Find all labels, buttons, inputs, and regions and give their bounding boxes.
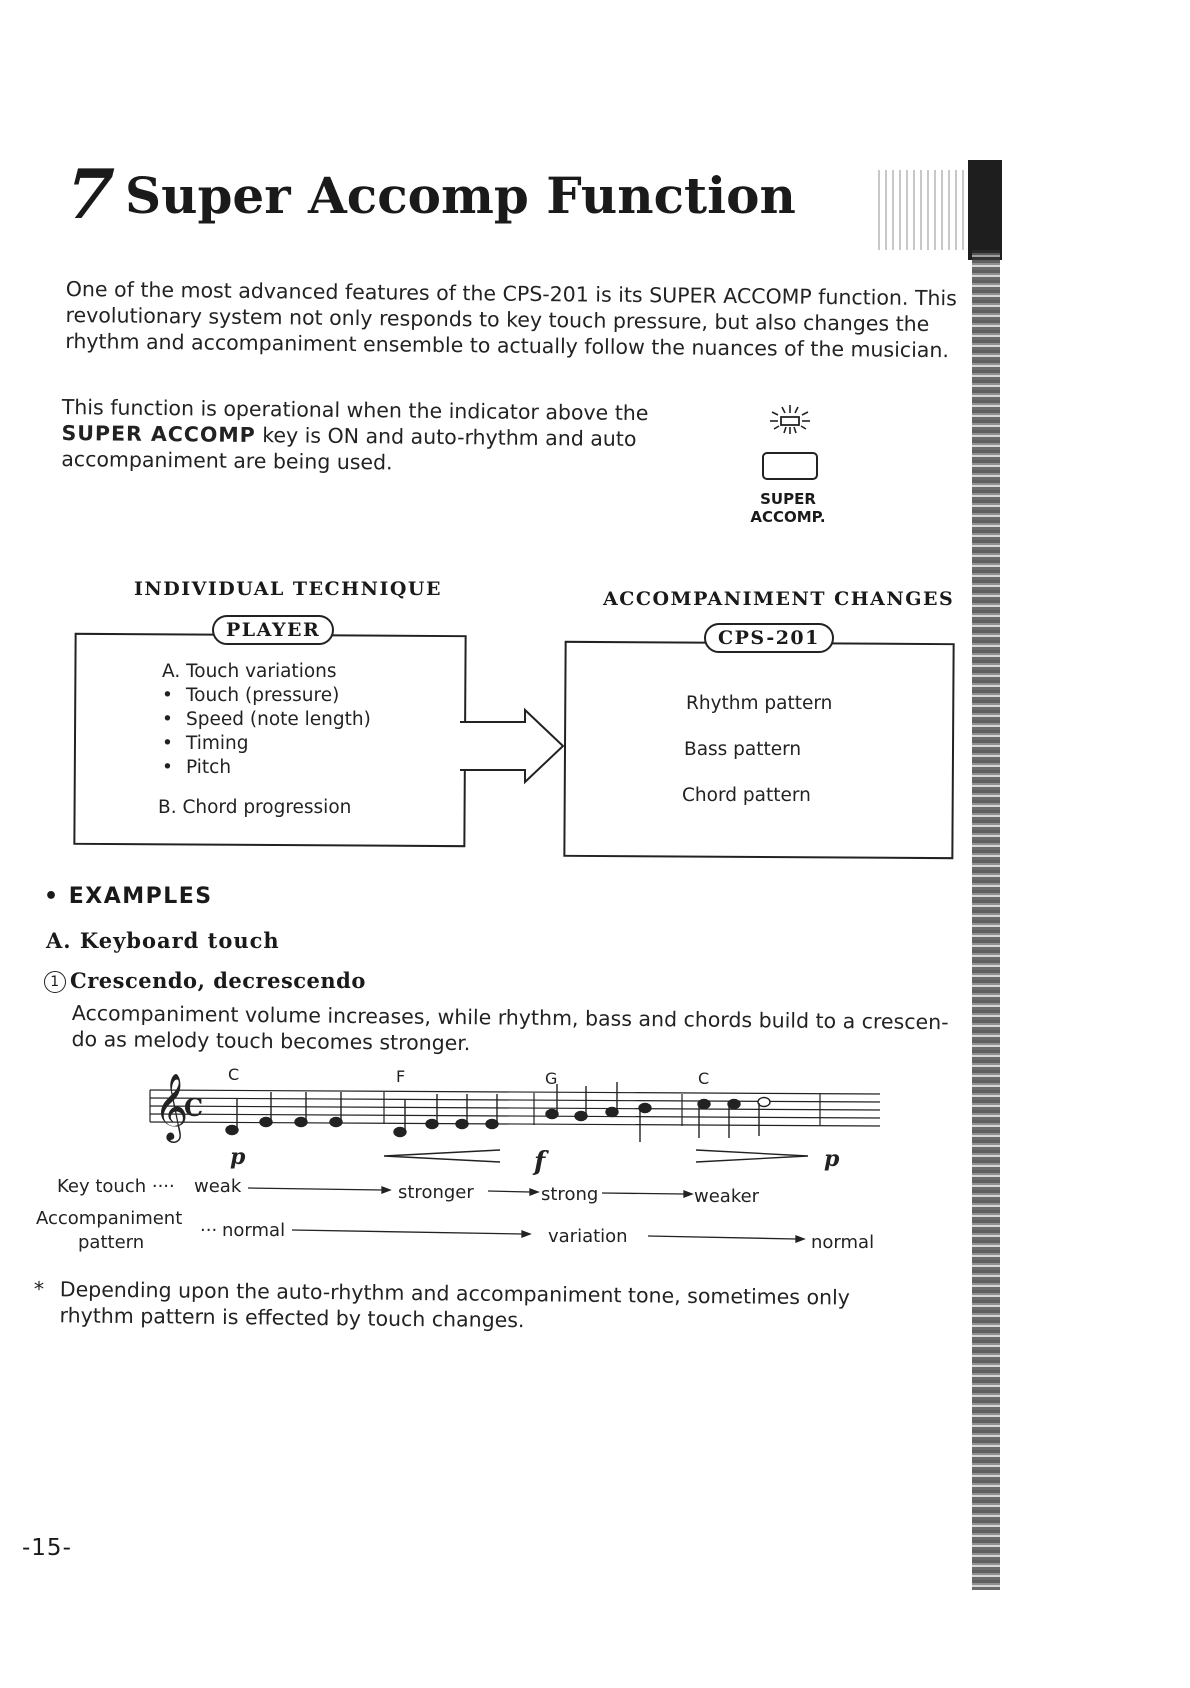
accompaniment-changes-heading: ACCOMPANIMENT CHANGES — [603, 588, 955, 610]
super-accomp-key-label — [738, 490, 838, 526]
key-touch-weaker: weaker — [694, 1186, 760, 1207]
crescendo-heading — [44, 968, 366, 993]
super-accomp-key-name: SUPER ACCOMP — [61, 420, 256, 448]
footnote — [33, 1276, 933, 1337]
dynamics-hairpins — [380, 1144, 860, 1176]
operation-text-after: key is ON and auto-rhythm and auto accompaniment are being used. — [61, 423, 637, 475]
bullet-touch: Touch (pressure) — [186, 685, 340, 706]
player-badge: PLAYER — [212, 615, 334, 645]
key-touch-stronger: stronger — [398, 1182, 474, 1203]
key-label-line2: ACCOMP. — [750, 508, 826, 526]
treble-clef-icon: 𝄞 — [154, 1072, 189, 1140]
page-edge-shadow — [972, 250, 1000, 1590]
page-edge-shadow-top — [968, 160, 1002, 260]
cps201-badge: CPS-201 — [704, 623, 834, 653]
change-rhythm-pattern: Rhythm pattern — [686, 693, 833, 714]
accompaniment-normal-start: normal — [222, 1220, 286, 1241]
crescendo-title: Crescendo, decrescendo — [70, 968, 366, 993]
footnote-marker: * — [33, 1277, 45, 1302]
operation-paragraph — [61, 394, 662, 478]
indicator-light-icon — [760, 402, 820, 442]
page-edge-speckle — [878, 170, 968, 250]
chord-label: G — [545, 1069, 558, 1088]
page-number: -15- — [22, 1535, 72, 1561]
chord-label: F — [396, 1067, 406, 1086]
bullet-timing: Timing — [186, 733, 249, 754]
examples-heading: • EXAMPLES — [44, 884, 213, 909]
change-bass-pattern: Bass pattern — [684, 739, 802, 760]
change-chord-pattern: Chord pattern — [682, 785, 811, 806]
keyboard-touch-heading: A. Keyboard touch — [46, 928, 280, 953]
crescendo-description: Accompaniment volume increases, while rhythm, bass and chords build to a crescen-do as melody touch becomes stronger. — [71, 1000, 949, 1056]
accompaniment-normal-end: normal — [811, 1232, 875, 1253]
intro-paragraph: One of the most advanced features of the CPS-201 is its SUPER ACCOMP function. This revolutionary system not only responds to key touch pressure, but also changes the rhythm and accompaniment ensemble to actually follow the nuances of the musician. — [65, 276, 958, 363]
key-touch-arrows — [240, 1180, 700, 1200]
footnote-text: Depending upon the auto-rhythm and accompaniment tone, sometimes only rhythm pattern is effected by touch changes. — [59, 1277, 851, 1333]
crescendo-hairpin — [384, 1150, 500, 1162]
accompaniment-variation: variation — [548, 1226, 628, 1247]
chapter-number: 7 — [56, 155, 122, 235]
super-accomp-key — [762, 452, 818, 480]
key-touch-weak: weak — [194, 1176, 242, 1197]
individual-technique-heading: INDIVIDUAL TECHNIQUE — [134, 578, 442, 600]
accompaniment-label-line1: Accompaniment — [36, 1208, 183, 1229]
common-time-icon: C — [184, 1093, 204, 1122]
dynamic-p-start: p — [230, 1144, 246, 1170]
arrow-right-icon — [455, 700, 575, 800]
bullet-speed: Speed (note length) — [186, 709, 371, 730]
item-number-badge: 1 — [44, 971, 66, 993]
dynamic-p-end: p — [824, 1146, 840, 1172]
technique-bullet: • Pitch — [162, 757, 232, 778]
accompaniment-label-line2: pattern — [78, 1232, 145, 1253]
key-label-line1: SUPER — [760, 490, 816, 508]
technique-bullet: • Timing — [162, 733, 249, 754]
operation-text-before: This function is operational when the indicator above the — [61, 394, 649, 426]
technique-b-label: B. Chord progression — [158, 797, 352, 818]
decrescendo-hairpin — [696, 1150, 808, 1162]
technique-bullet: • Touch (pressure) — [162, 685, 340, 706]
key-touch-strong: strong — [541, 1184, 599, 1205]
bullet-pitch: Pitch — [186, 757, 232, 778]
chord-label: C — [698, 1069, 710, 1088]
accompaniment-arrows — [290, 1222, 810, 1246]
chord-label: C — [228, 1065, 240, 1084]
technique-bullet: • Speed (note length) — [162, 709, 371, 730]
page-title: Super Accomp Function — [125, 166, 796, 225]
key-touch-label: Key touch ···· — [57, 1176, 175, 1197]
technique-a-label: A. Touch variations — [162, 661, 337, 682]
dynamic-f-peak: f — [534, 1147, 546, 1176]
accompaniment-prefix: ··· — [200, 1220, 218, 1241]
